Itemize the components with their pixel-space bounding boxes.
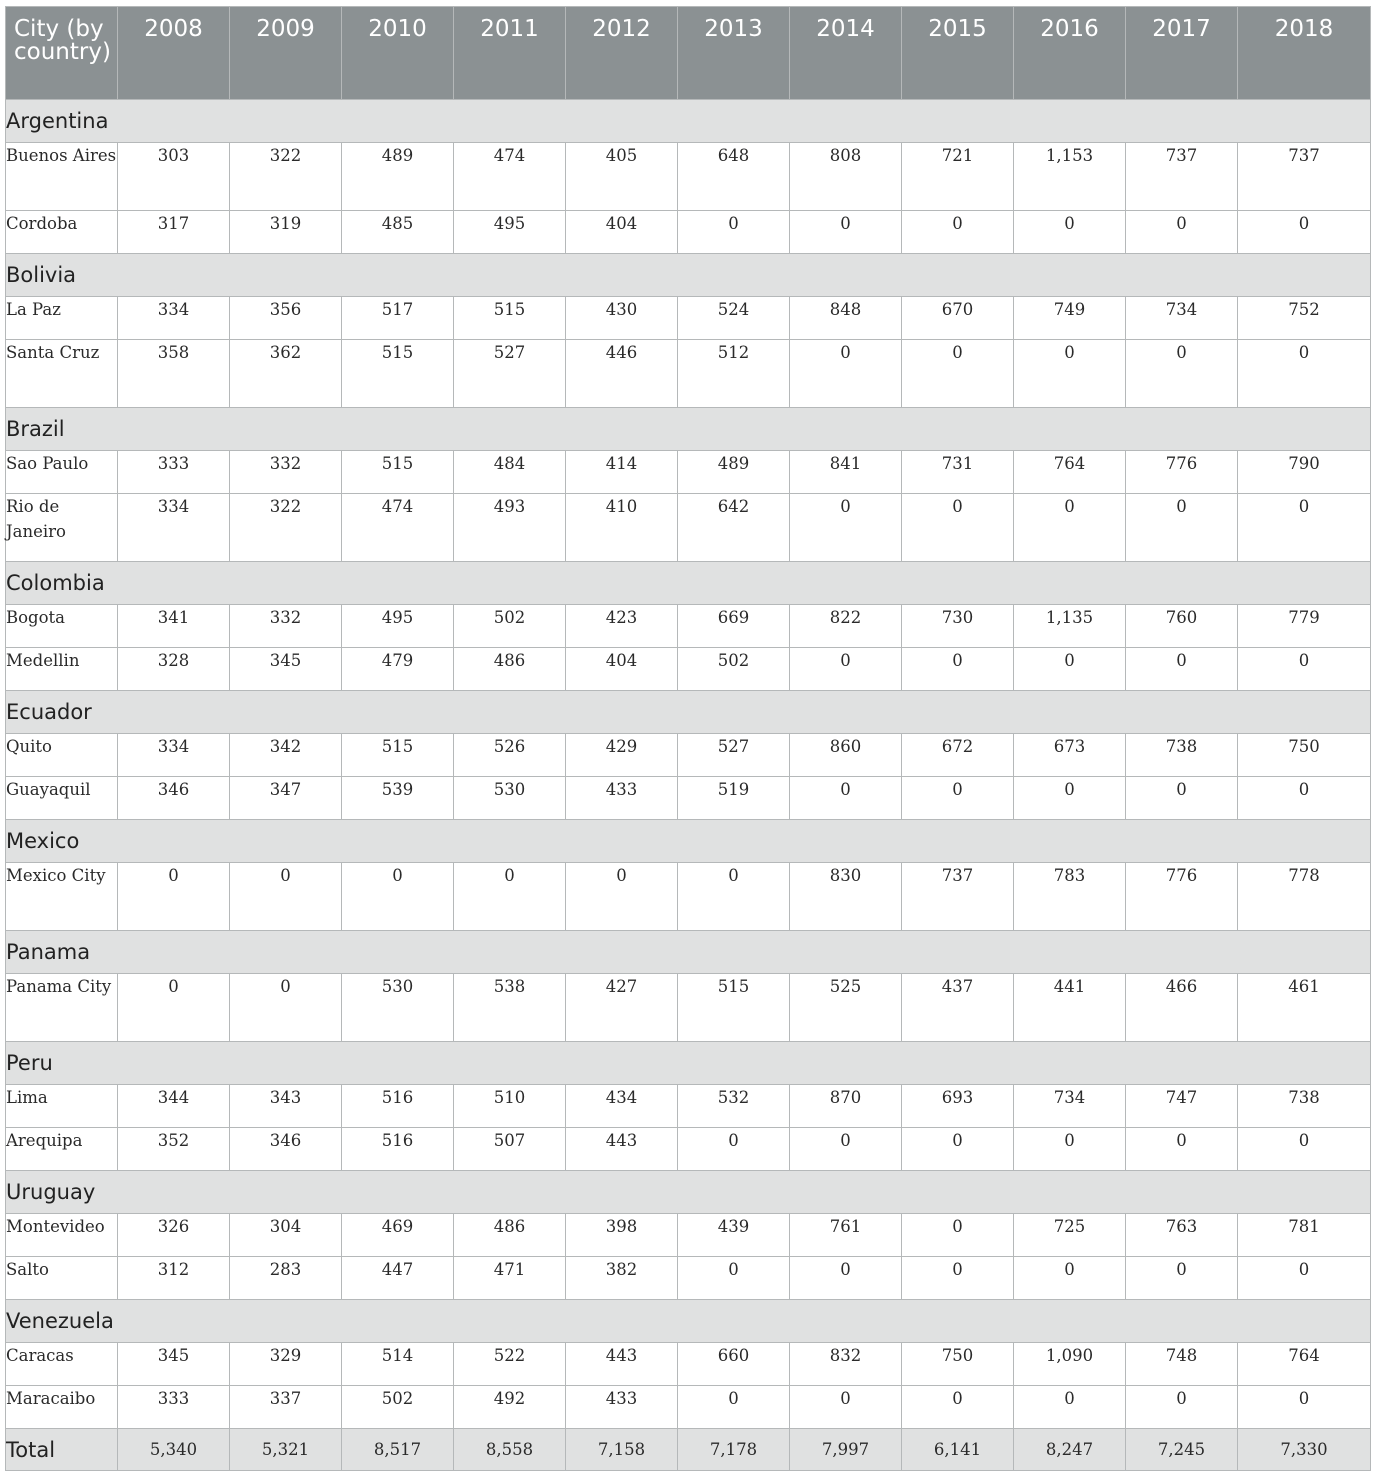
data-table xyxy=(5,6,1371,1471)
value-cell: 471 xyxy=(454,1257,566,1300)
country-row xyxy=(6,562,1371,605)
value-cell: 516 xyxy=(342,1128,454,1171)
value-cell: 0 xyxy=(902,1257,1014,1300)
value-cell: 352 xyxy=(118,1128,230,1171)
value-cell: 303 xyxy=(118,143,230,211)
value-cell: 0 xyxy=(1014,1386,1126,1429)
value-cell: 443 xyxy=(566,1343,678,1386)
value-cell: 738 xyxy=(1126,734,1238,777)
value-cell: 489 xyxy=(342,143,454,211)
value-cell: 783 xyxy=(1014,863,1126,931)
value-cell: 761 xyxy=(790,1214,902,1257)
value-cell: 752 xyxy=(1238,297,1371,340)
value-cell: 479 xyxy=(342,648,454,691)
value-cell: 0 xyxy=(566,863,678,931)
value-cell: 749 xyxy=(1014,297,1126,340)
value-cell: 0 xyxy=(790,1128,902,1171)
value-cell: 778 xyxy=(1238,863,1371,931)
value-cell: 0 xyxy=(902,1214,1014,1257)
total-cell: 7,158 xyxy=(566,1429,678,1471)
table-row xyxy=(6,340,1371,408)
value-cell: 0 xyxy=(230,863,342,931)
table-row xyxy=(6,863,1371,931)
value-cell: 1,135 xyxy=(1014,605,1126,648)
value-cell: 0 xyxy=(902,494,1014,562)
country-label: Ecuador xyxy=(6,691,1371,734)
value-cell: 405 xyxy=(566,143,678,211)
value-cell: 344 xyxy=(118,1085,230,1128)
value-cell: 0 xyxy=(1238,494,1371,562)
value-cell: 0 xyxy=(902,211,1014,254)
value-cell: 319 xyxy=(230,211,342,254)
value-cell: 502 xyxy=(454,605,566,648)
city-name: Maracaibo xyxy=(6,1386,118,1429)
value-cell: 848 xyxy=(790,297,902,340)
value-cell: 0 xyxy=(1014,1257,1126,1300)
value-cell: 750 xyxy=(902,1343,1014,1386)
table-header xyxy=(6,7,1371,100)
value-cell: 747 xyxy=(1126,1085,1238,1128)
total-cell: 6,141 xyxy=(902,1429,1014,1471)
value-cell: 398 xyxy=(566,1214,678,1257)
value-cell: 512 xyxy=(678,340,790,408)
value-cell: 484 xyxy=(454,451,566,494)
value-cell: 437 xyxy=(902,974,1014,1042)
column-header-year: 2017 xyxy=(1126,7,1238,100)
value-cell: 0 xyxy=(790,211,902,254)
table-row xyxy=(6,494,1371,562)
table-row xyxy=(6,451,1371,494)
value-cell: 669 xyxy=(678,605,790,648)
city-name: Salto xyxy=(6,1257,118,1300)
value-cell: 0 xyxy=(118,974,230,1042)
country-label: Uruguay xyxy=(6,1171,1371,1214)
value-cell: 0 xyxy=(1126,1257,1238,1300)
value-cell: 0 xyxy=(790,648,902,691)
value-cell: 423 xyxy=(566,605,678,648)
total-cell: 8,558 xyxy=(454,1429,566,1471)
country-row xyxy=(6,1171,1371,1214)
value-cell: 670 xyxy=(902,297,1014,340)
value-cell: 0 xyxy=(1126,1386,1238,1429)
value-cell: 808 xyxy=(790,143,902,211)
value-cell: 329 xyxy=(230,1343,342,1386)
value-cell: 410 xyxy=(566,494,678,562)
value-cell: 356 xyxy=(230,297,342,340)
value-cell: 515 xyxy=(454,297,566,340)
value-cell: 0 xyxy=(902,648,1014,691)
value-cell: 672 xyxy=(902,734,1014,777)
value-cell: 0 xyxy=(678,1386,790,1429)
value-cell: 347 xyxy=(230,777,342,820)
value-cell: 721 xyxy=(902,143,1014,211)
value-cell: 779 xyxy=(1238,605,1371,648)
city-name: Guayaquil xyxy=(6,777,118,820)
total-cell: 7,178 xyxy=(678,1429,790,1471)
value-cell: 404 xyxy=(566,648,678,691)
value-cell: 693 xyxy=(902,1085,1014,1128)
value-cell: 790 xyxy=(1238,451,1371,494)
value-cell: 466 xyxy=(1126,974,1238,1042)
value-cell: 0 xyxy=(678,1128,790,1171)
value-cell: 0 xyxy=(1238,1128,1371,1171)
value-cell: 510 xyxy=(454,1085,566,1128)
value-cell: 0 xyxy=(1238,340,1371,408)
value-cell: 502 xyxy=(342,1386,454,1429)
column-header-year: 2015 xyxy=(902,7,1014,100)
total-cell: 7,330 xyxy=(1238,1429,1371,1471)
value-cell: 539 xyxy=(342,777,454,820)
value-cell: 860 xyxy=(790,734,902,777)
value-cell: 0 xyxy=(678,863,790,931)
column-header-year: 2018 xyxy=(1238,7,1371,100)
value-cell: 337 xyxy=(230,1386,342,1429)
country-row xyxy=(6,100,1371,143)
value-cell: 358 xyxy=(118,340,230,408)
value-cell: 648 xyxy=(678,143,790,211)
table-row xyxy=(6,777,1371,820)
value-cell: 334 xyxy=(118,734,230,777)
value-cell: 345 xyxy=(230,648,342,691)
value-cell: 530 xyxy=(342,974,454,1042)
value-cell: 841 xyxy=(790,451,902,494)
value-cell: 0 xyxy=(678,211,790,254)
value-cell: 763 xyxy=(1126,1214,1238,1257)
value-cell: 312 xyxy=(118,1257,230,1300)
value-cell: 0 xyxy=(790,777,902,820)
value-cell: 332 xyxy=(230,605,342,648)
value-cell: 486 xyxy=(454,648,566,691)
value-cell: 527 xyxy=(678,734,790,777)
city-name: Buenos Aires xyxy=(6,143,118,211)
value-cell: 502 xyxy=(678,648,790,691)
value-cell: 0 xyxy=(790,1257,902,1300)
value-cell: 0 xyxy=(454,863,566,931)
value-cell: 507 xyxy=(454,1128,566,1171)
value-cell: 345 xyxy=(118,1343,230,1386)
value-cell: 673 xyxy=(1014,734,1126,777)
value-cell: 427 xyxy=(566,974,678,1042)
value-cell: 429 xyxy=(566,734,678,777)
country-label: Venezuela xyxy=(6,1300,1371,1343)
value-cell: 474 xyxy=(454,143,566,211)
value-cell: 0 xyxy=(902,1386,1014,1429)
city-name: Santa Cruz xyxy=(6,340,118,408)
column-header-year: 2014 xyxy=(790,7,902,100)
value-cell: 730 xyxy=(902,605,1014,648)
value-cell: 526 xyxy=(454,734,566,777)
value-cell: 0 xyxy=(1238,1386,1371,1429)
table-body xyxy=(6,100,1371,1471)
value-cell: 0 xyxy=(1238,1257,1371,1300)
value-cell: 776 xyxy=(1126,863,1238,931)
column-header-year: 2011 xyxy=(454,7,566,100)
city-name: Caracas xyxy=(6,1343,118,1386)
value-cell: 0 xyxy=(1014,1128,1126,1171)
table-row xyxy=(6,605,1371,648)
value-cell: 333 xyxy=(118,1386,230,1429)
column-header-year: 2009 xyxy=(230,7,342,100)
value-cell: 495 xyxy=(454,211,566,254)
value-cell: 525 xyxy=(790,974,902,1042)
total-cell: 7,245 xyxy=(1126,1429,1238,1471)
value-cell: 433 xyxy=(566,777,678,820)
column-header-year: 2010 xyxy=(342,7,454,100)
value-cell: 764 xyxy=(1238,1343,1371,1386)
total-cell: 5,321 xyxy=(230,1429,342,1471)
country-row xyxy=(6,254,1371,297)
country-label: Peru xyxy=(6,1042,1371,1085)
value-cell: 737 xyxy=(1126,143,1238,211)
value-cell: 781 xyxy=(1238,1214,1371,1257)
table-row xyxy=(6,211,1371,254)
column-header-year: 2008 xyxy=(118,7,230,100)
value-cell: 474 xyxy=(342,494,454,562)
value-cell: 750 xyxy=(1238,734,1371,777)
table-row xyxy=(6,1128,1371,1171)
value-cell: 0 xyxy=(790,340,902,408)
value-cell: 0 xyxy=(902,340,1014,408)
value-cell: 522 xyxy=(454,1343,566,1386)
value-cell: 317 xyxy=(118,211,230,254)
total-cell: 8,247 xyxy=(1014,1429,1126,1471)
city-name: Medellin xyxy=(6,648,118,691)
value-cell: 343 xyxy=(230,1085,342,1128)
column-header-year: 2016 xyxy=(1014,7,1126,100)
city-name: Bogota xyxy=(6,605,118,648)
value-cell: 430 xyxy=(566,297,678,340)
country-label: Argentina xyxy=(6,100,1371,143)
value-cell: 441 xyxy=(1014,974,1126,1042)
city-name: Mexico City xyxy=(6,863,118,931)
value-cell: 870 xyxy=(790,1085,902,1128)
value-cell: 0 xyxy=(790,494,902,562)
value-cell: 660 xyxy=(678,1343,790,1386)
country-label: Bolivia xyxy=(6,254,1371,297)
country-row xyxy=(6,1300,1371,1343)
value-cell: 0 xyxy=(1014,340,1126,408)
value-cell: 0 xyxy=(1014,648,1126,691)
value-cell: 328 xyxy=(118,648,230,691)
country-row xyxy=(6,820,1371,863)
table-row xyxy=(6,1257,1371,1300)
table-row xyxy=(6,143,1371,211)
value-cell: 760 xyxy=(1126,605,1238,648)
value-cell: 334 xyxy=(118,297,230,340)
value-cell: 532 xyxy=(678,1085,790,1128)
city-name: La Paz xyxy=(6,297,118,340)
value-cell: 764 xyxy=(1014,451,1126,494)
header-row xyxy=(6,7,1371,100)
value-cell: 0 xyxy=(118,863,230,931)
table-row xyxy=(6,734,1371,777)
value-cell: 304 xyxy=(230,1214,342,1257)
country-label: Mexico xyxy=(6,820,1371,863)
value-cell: 516 xyxy=(342,1085,454,1128)
value-cell: 341 xyxy=(118,605,230,648)
column-header-year: 2012 xyxy=(566,7,678,100)
value-cell: 334 xyxy=(118,494,230,562)
table-row xyxy=(6,1343,1371,1386)
value-cell: 495 xyxy=(342,605,454,648)
table-row xyxy=(6,648,1371,691)
value-cell: 439 xyxy=(678,1214,790,1257)
table-row xyxy=(6,974,1371,1042)
table-row xyxy=(6,297,1371,340)
country-row xyxy=(6,408,1371,451)
value-cell: 1,153 xyxy=(1014,143,1126,211)
value-cell: 0 xyxy=(790,1386,902,1429)
value-cell: 515 xyxy=(342,451,454,494)
value-cell: 748 xyxy=(1126,1343,1238,1386)
value-cell: 731 xyxy=(902,451,1014,494)
value-cell: 333 xyxy=(118,451,230,494)
country-row xyxy=(6,931,1371,974)
country-row xyxy=(6,1042,1371,1085)
value-cell: 0 xyxy=(230,974,342,1042)
value-cell: 362 xyxy=(230,340,342,408)
value-cell: 0 xyxy=(1238,777,1371,820)
value-cell: 538 xyxy=(454,974,566,1042)
total-cell: 8,517 xyxy=(342,1429,454,1471)
total-cell: 7,997 xyxy=(790,1429,902,1471)
total-row xyxy=(6,1429,1371,1471)
value-cell: 737 xyxy=(1238,143,1371,211)
value-cell: 346 xyxy=(118,777,230,820)
value-cell: 0 xyxy=(1238,648,1371,691)
total-cell: 5,340 xyxy=(118,1429,230,1471)
country-label: Panama xyxy=(6,931,1371,974)
value-cell: 485 xyxy=(342,211,454,254)
table-row xyxy=(6,1386,1371,1429)
value-cell: 0 xyxy=(1126,777,1238,820)
value-cell: 0 xyxy=(1014,211,1126,254)
column-header-year: 2013 xyxy=(678,7,790,100)
value-cell: 0 xyxy=(1238,211,1371,254)
value-cell: 642 xyxy=(678,494,790,562)
column-header-city: City (by country) xyxy=(6,7,118,100)
value-cell: 514 xyxy=(342,1343,454,1386)
value-cell: 515 xyxy=(678,974,790,1042)
value-cell: 326 xyxy=(118,1214,230,1257)
value-cell: 486 xyxy=(454,1214,566,1257)
value-cell: 322 xyxy=(230,143,342,211)
value-cell: 776 xyxy=(1126,451,1238,494)
city-name: Quito xyxy=(6,734,118,777)
value-cell: 830 xyxy=(790,863,902,931)
value-cell: 530 xyxy=(454,777,566,820)
city-name: Lima xyxy=(6,1085,118,1128)
value-cell: 725 xyxy=(1014,1214,1126,1257)
value-cell: 822 xyxy=(790,605,902,648)
value-cell: 737 xyxy=(902,863,1014,931)
value-cell: 0 xyxy=(1126,648,1238,691)
value-cell: 447 xyxy=(342,1257,454,1300)
value-cell: 0 xyxy=(342,863,454,931)
city-name: Montevideo xyxy=(6,1214,118,1257)
value-cell: 433 xyxy=(566,1386,678,1429)
value-cell: 0 xyxy=(1126,211,1238,254)
value-cell: 524 xyxy=(678,297,790,340)
value-cell: 738 xyxy=(1238,1085,1371,1128)
value-cell: 517 xyxy=(342,297,454,340)
table-row xyxy=(6,1085,1371,1128)
value-cell: 382 xyxy=(566,1257,678,1300)
value-cell: 332 xyxy=(230,451,342,494)
value-cell: 515 xyxy=(342,734,454,777)
value-cell: 0 xyxy=(1014,777,1126,820)
value-cell: 832 xyxy=(790,1343,902,1386)
value-cell: 519 xyxy=(678,777,790,820)
value-cell: 469 xyxy=(342,1214,454,1257)
value-cell: 0 xyxy=(1126,340,1238,408)
city-name: Sao Paulo xyxy=(6,451,118,494)
value-cell: 443 xyxy=(566,1128,678,1171)
country-label: Brazil xyxy=(6,408,1371,451)
city-name: Arequipa xyxy=(6,1128,118,1171)
value-cell: 434 xyxy=(566,1085,678,1128)
value-cell: 0 xyxy=(1126,1128,1238,1171)
total-label: Total xyxy=(6,1429,118,1471)
value-cell: 461 xyxy=(1238,974,1371,1042)
value-cell: 527 xyxy=(454,340,566,408)
value-cell: 0 xyxy=(678,1257,790,1300)
value-cell: 1,090 xyxy=(1014,1343,1126,1386)
value-cell: 734 xyxy=(1126,297,1238,340)
country-label: Colombia xyxy=(6,562,1371,605)
city-name: Panama City xyxy=(6,974,118,1042)
table-row xyxy=(6,1214,1371,1257)
value-cell: 489 xyxy=(678,451,790,494)
value-cell: 283 xyxy=(230,1257,342,1300)
value-cell: 446 xyxy=(566,340,678,408)
city-name: Rio de Janeiro xyxy=(6,494,118,562)
value-cell: 322 xyxy=(230,494,342,562)
value-cell: 0 xyxy=(1126,494,1238,562)
value-cell: 404 xyxy=(566,211,678,254)
value-cell: 346 xyxy=(230,1128,342,1171)
value-cell: 0 xyxy=(1014,494,1126,562)
value-cell: 414 xyxy=(566,451,678,494)
country-row xyxy=(6,691,1371,734)
value-cell: 515 xyxy=(342,340,454,408)
value-cell: 493 xyxy=(454,494,566,562)
value-cell: 342 xyxy=(230,734,342,777)
value-cell: 492 xyxy=(454,1386,566,1429)
value-cell: 0 xyxy=(902,777,1014,820)
value-cell: 734 xyxy=(1014,1085,1126,1128)
city-name: Cordoba xyxy=(6,211,118,254)
value-cell: 0 xyxy=(902,1128,1014,1171)
